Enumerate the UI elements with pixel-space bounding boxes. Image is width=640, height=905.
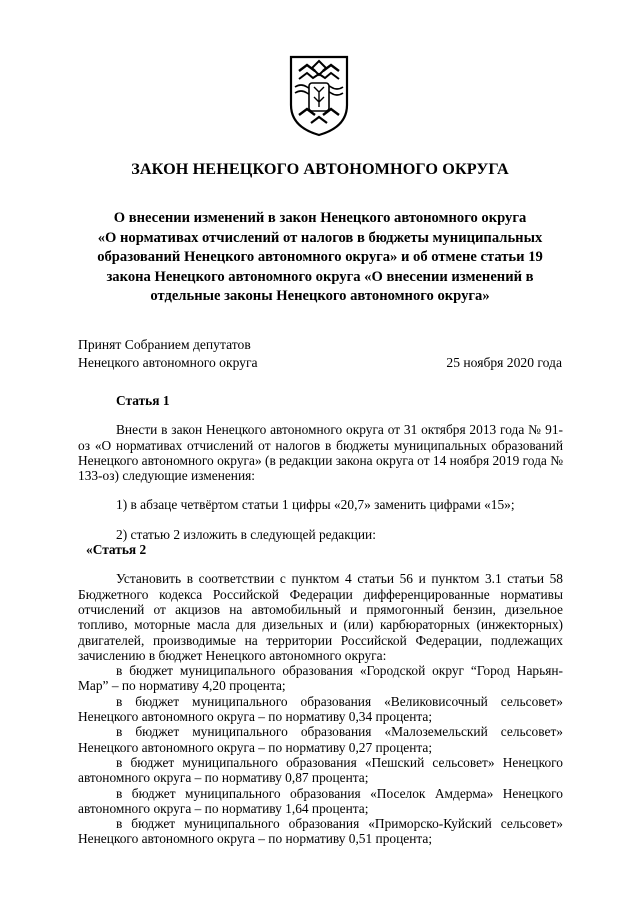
- budget-item: в бюджет муниципального образования «Поселок Амдерма» Ненецкого автономного округа – по нормативу 1,64 процента;: [78, 785, 563, 816]
- subtitle-line: «О нормативах отчислений от налогов в бюджеты муниципальных: [97, 229, 543, 246]
- amendment-item: 1) в абзаце четвёртом статьи 1 цифры «20,7» заменить цифрами «15»;: [116, 497, 515, 513]
- adopted-by-line: Ненецкого автономного округа: [78, 355, 258, 370]
- adopted-by: [78, 336, 258, 372]
- article-heading: Статья 1: [116, 393, 170, 408]
- budget-item: в бюджет муниципального образования «Пешский сельсовет» Ненецкого автономного округа – по нормативу 0,87 процента;: [78, 754, 563, 786]
- quoted-paragraph: Установить в соответствии с пунктом 4 статьи 56 и пунктом 3.1 статьи 58 Бюджетного кодекса Российской Федерации дифференцированные нормативы отчислений от акцизов на автомобильный и прямогонный бензин, дизельное топливо, моторные масла для дизельных и (или) карбюраторных (инжекторных) двигателей, производимые на территории Российской Федерации, подлежащих зачислению в бюджет Ненецкого автономного округа:: [78, 571, 563, 663]
- budget-item: в бюджет муниципального образования «Великовисочный сельсовет» Ненецкого автономного округа – по нормативу 0,34 процента;: [78, 693, 563, 725]
- amendment-item: 2) статью 2 изложить в следующей редакции:: [116, 526, 376, 542]
- budget-item: в бюджет муниципального образования «Малоземельский сельсовет» Ненецкого автономного округа – по нормативу 0,27 процента;: [78, 724, 563, 755]
- subtitle-line: закона Ненецкого автономного округа «О внесении изменений в: [106, 268, 534, 285]
- coat-of-arms-emblem: [287, 53, 351, 137]
- budget-item: в бюджет муниципального образования «Городской округ “Город Нарьян-Мар” – по нормативу 4,20 процента;: [78, 663, 563, 694]
- quoted-article-heading: «Статья 2: [86, 542, 147, 558]
- budget-item: в бюджет муниципального образования «Приморско-Куйский сельсовет» Ненецкого автономного округа – по нормативу 0,51 процента;: [78, 816, 563, 847]
- subtitle-line: отдельные законы Ненецкого автономного округа»: [150, 288, 490, 305]
- subtitle-line: О внесении изменений в закон Ненецкого автономного округа: [113, 210, 527, 226]
- article-paragraph: Внести в закон Ненецкого автономного округа от 31 октября 2013 года № 91-оз «О нормативах отчислений от налогов в бюджеты муниципальных образований Ненецкого автономного округа» (в редакции закона округа от 14 ноября 2019 года № 133-оз) следующие изменения:: [78, 422, 563, 484]
- law-subtitle: [70, 209, 570, 307]
- adopted-by-line: Принят Собранием депутатов: [78, 337, 251, 352]
- adopted-date: 25 ноября 2020 года: [446, 355, 562, 370]
- law-title: ЗАКОН НЕНЕЦКОГО АВТОНОМНОГО ОКРУГА: [131, 160, 509, 178]
- document-body: [78, 393, 563, 847]
- subtitle-line: образований Ненецкого автономного округа» и об отмене статьи 19: [97, 249, 543, 266]
